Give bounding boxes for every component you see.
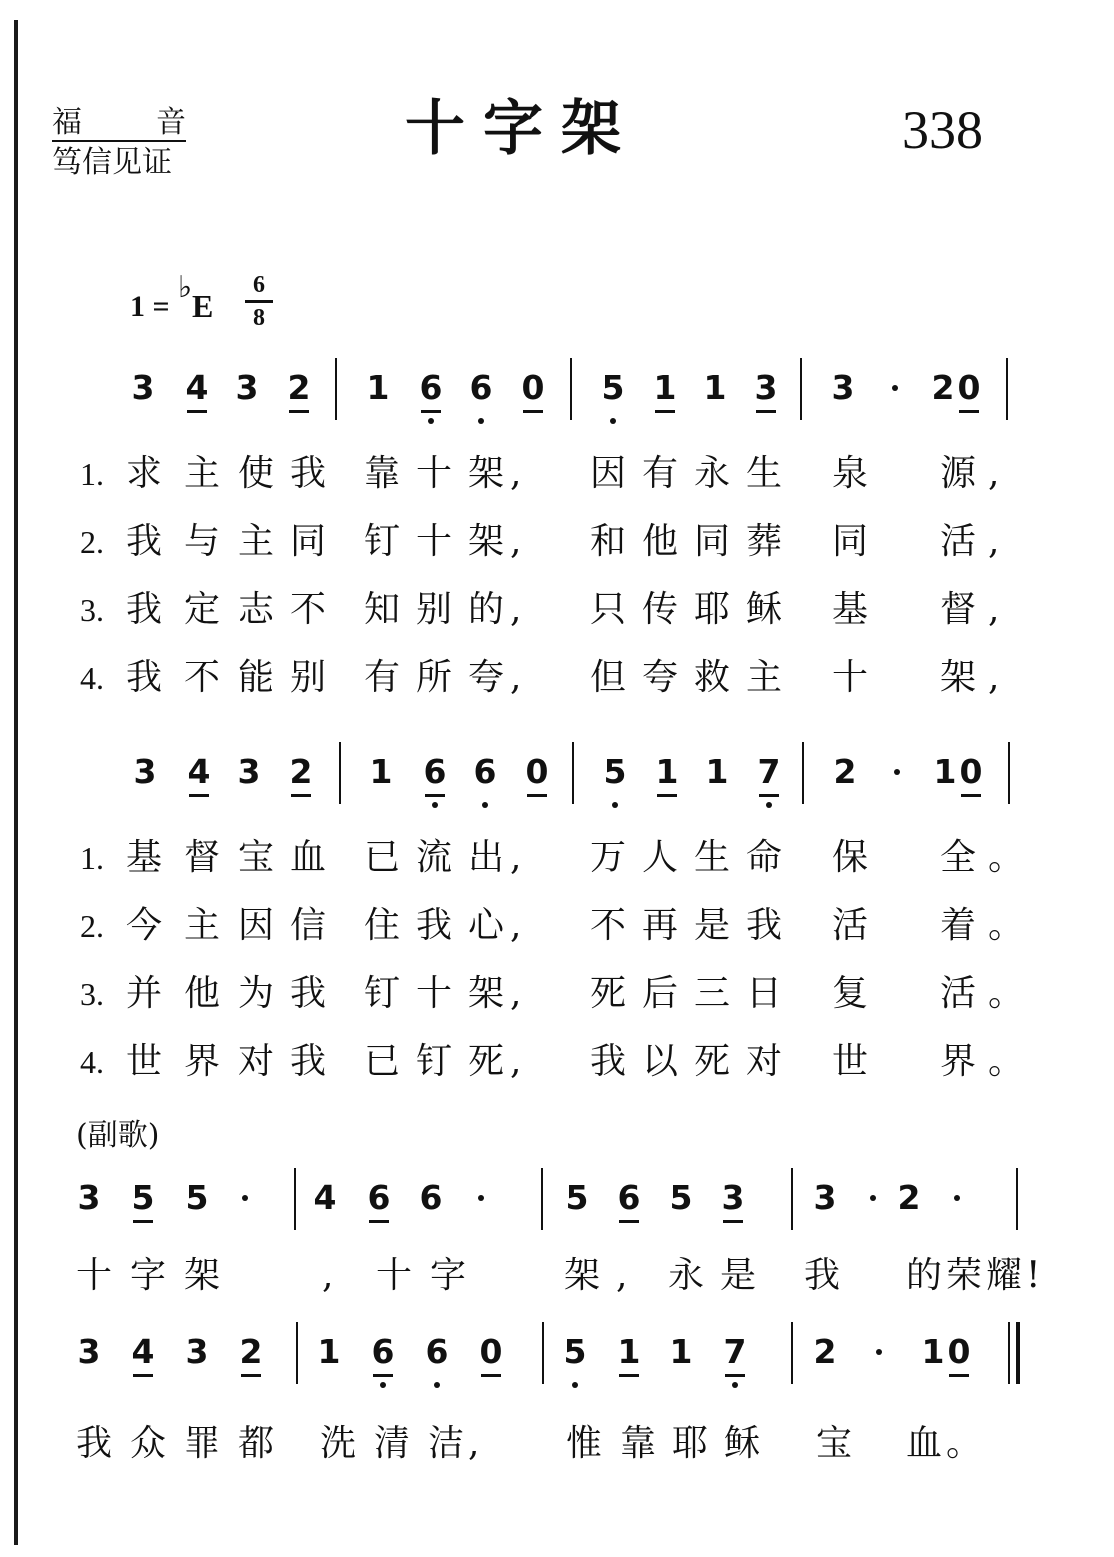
lyric-char: 洁 — [428, 1423, 465, 1464]
lyric-char: 靠 — [364, 453, 401, 494]
lyric-char: 架 — [468, 521, 505, 562]
lyric-char: 。 — [946, 1423, 983, 1464]
lyric-char: , — [510, 453, 522, 494]
note: 4 — [185, 368, 209, 407]
lyric-char: 字 — [130, 1255, 167, 1296]
note: 6 — [617, 1178, 641, 1217]
note: 4 — [131, 1332, 155, 1371]
lyric-char: 耀 — [986, 1255, 1023, 1296]
lyric-char: 死 — [590, 973, 627, 1014]
lyric-char: 因 — [238, 905, 275, 946]
lyric-char: 钉 — [416, 1041, 453, 1082]
lyric-char: 督 — [940, 589, 977, 630]
note: 1 — [655, 752, 679, 791]
lyric-char: , — [988, 521, 1000, 562]
lyric-char: 活 — [832, 905, 869, 946]
lyric-char: 住 — [364, 905, 401, 946]
lyric-char: 他 — [642, 521, 679, 562]
lyric-char: 十 — [416, 973, 453, 1014]
lyric-char: 着 — [940, 905, 977, 946]
note: 1 — [369, 752, 393, 791]
lyric-char: 求 — [126, 453, 163, 494]
barline — [791, 1322, 793, 1384]
barline — [791, 1168, 793, 1230]
final-barline-thin — [1008, 1322, 1010, 1384]
verse-number: 2. — [80, 524, 104, 560]
barline — [335, 358, 337, 420]
lyric-char: 能 — [238, 657, 275, 698]
lyric-char: 日 — [746, 973, 783, 1014]
lyric-char: 并 — [126, 973, 163, 1014]
lyric-char: 流 — [416, 837, 453, 878]
lyric-char: 我 — [746, 905, 783, 946]
lyric-char: 的 — [468, 589, 505, 630]
lyric-char: 督 — [184, 837, 221, 878]
lyric-char: 。 — [988, 1041, 1025, 1082]
time-bar — [245, 300, 273, 303]
note: 6 — [425, 1332, 449, 1371]
lyric-char: 宝 — [816, 1423, 853, 1464]
note: 0 — [521, 368, 545, 407]
lyric-char: 定 — [184, 589, 221, 630]
note: 6 — [473, 752, 497, 791]
lyric-char: , — [510, 905, 522, 946]
lyric-char: 夸 — [642, 657, 679, 698]
subcategory-label: 笃信见证 — [52, 145, 172, 180]
verse-number: 3. — [80, 976, 104, 1012]
lyric-char: 架 — [940, 657, 977, 698]
lyric-char: 出 — [468, 837, 505, 878]
lyric-char: 死 — [694, 1041, 731, 1082]
verse-number: 4. — [80, 1044, 104, 1080]
verse-number: 4. — [80, 660, 104, 696]
lyric-char: 。 — [988, 837, 1025, 878]
lyric-char: , — [510, 521, 522, 562]
lyric-char: , — [616, 1255, 628, 1296]
lyric-char: 主 — [184, 905, 221, 946]
lyric-char: 葬 — [746, 521, 783, 562]
music-line-2 — [132, 752, 1114, 822]
note: 0 — [959, 752, 983, 791]
lyric-char: 复 — [832, 973, 869, 1014]
note: 7 — [757, 752, 781, 791]
lyric-char: 稣 — [724, 1423, 761, 1464]
note: 2 — [287, 368, 311, 407]
note: 1 — [653, 368, 677, 407]
barline — [541, 1168, 543, 1230]
lyric-char: 我 — [590, 1041, 627, 1082]
lyric-char: 清 — [374, 1423, 411, 1464]
category-char-a: 福 — [52, 105, 82, 140]
note: 6 — [419, 1178, 443, 1217]
key-one-equals: 1 = — [130, 290, 170, 323]
note: 1 — [933, 752, 957, 791]
note: 0 — [947, 1332, 971, 1371]
lyric-char: 人 — [642, 837, 679, 878]
lyric-char: 已 — [364, 1041, 401, 1082]
music-line-3 — [76, 1178, 1076, 1248]
lyric-char: 死 — [468, 1041, 505, 1082]
lyric-char: 同 — [694, 521, 731, 562]
lyric-char: 是 — [694, 905, 731, 946]
note: 4 — [313, 1178, 337, 1217]
lyric-char: 救 — [694, 657, 731, 698]
lyric-char: 所 — [416, 657, 453, 698]
lyric-char: 信 — [290, 905, 327, 946]
page-margin-line — [14, 20, 18, 1545]
note: 2 — [931, 368, 955, 407]
hymn-number: 338 — [902, 100, 983, 160]
barline — [542, 1322, 544, 1384]
lyric-char: 罪 — [184, 1423, 221, 1464]
lyric-char: 今 — [126, 905, 163, 946]
key-letter: E — [192, 288, 214, 324]
lyric-char: 我 — [290, 1041, 327, 1082]
note: 3 — [831, 368, 855, 407]
note: 1 — [617, 1332, 641, 1371]
lyric-char: 钉 — [364, 521, 401, 562]
verse-number: 2. — [80, 908, 104, 944]
barline — [1016, 1168, 1018, 1230]
barline — [1006, 358, 1008, 420]
lyric-char: 是 — [720, 1255, 757, 1296]
lyric-char: 界 — [940, 1041, 977, 1082]
lyric-char: 架 — [468, 453, 505, 494]
note: 3 — [813, 1178, 837, 1217]
flat-sign: ♭ — [178, 271, 193, 304]
barline — [296, 1322, 298, 1384]
lyric-char: 不 — [184, 657, 221, 698]
lyric-char: 源 — [940, 453, 977, 494]
lyric-char: , — [988, 453, 1000, 494]
lyric-char: 靠 — [620, 1423, 657, 1464]
lyric-char: 同 — [832, 521, 869, 562]
lyric-char: 众 — [130, 1423, 167, 1464]
lyric-char: 永 — [694, 453, 731, 494]
lyric-char: 有 — [364, 657, 401, 698]
barline — [802, 742, 804, 804]
note: 5 — [185, 1178, 209, 1217]
note: 1 — [921, 1332, 945, 1371]
note: 1 — [669, 1332, 693, 1371]
lyric-char: 不 — [590, 905, 627, 946]
lyric-char: 。 — [988, 905, 1025, 946]
barline — [570, 358, 572, 420]
note: 3 — [721, 1178, 745, 1217]
note: 5 — [565, 1178, 589, 1217]
lyric-char: 使 — [238, 453, 275, 494]
lyric-char: 基 — [126, 837, 163, 878]
lyric-char: 我 — [804, 1255, 841, 1296]
note: 6 — [423, 752, 447, 791]
lyric-char: 全 — [940, 837, 977, 878]
note: 2 — [289, 752, 313, 791]
music-line-4 — [76, 1332, 1076, 1402]
lyric-char: 因 — [590, 453, 627, 494]
lyric-char: 稣 — [746, 589, 783, 630]
lyric-char: 不 — [290, 589, 327, 630]
note: 3 — [133, 752, 157, 791]
lyric-char: 传 — [642, 589, 679, 630]
lyric-char: 洗 — [320, 1423, 357, 1464]
note: 1 — [705, 752, 729, 791]
lyric-char: 泉 — [832, 453, 869, 494]
note: 6 — [469, 368, 493, 407]
note: 6 — [371, 1332, 395, 1371]
barline — [572, 742, 574, 804]
lyric-char: 对 — [746, 1041, 783, 1082]
category-label — [52, 106, 186, 142]
note: 6 — [367, 1178, 391, 1217]
lyric-char: 我 — [76, 1423, 113, 1464]
lyric-char: 架 — [468, 973, 505, 1014]
lyric-char: 活 — [940, 521, 977, 562]
lyric-char: 我 — [126, 589, 163, 630]
note: 5 — [601, 368, 625, 407]
note: 5 — [131, 1178, 155, 1217]
lyric-char: 十 — [832, 657, 869, 698]
lyric-char: 已 — [364, 837, 401, 878]
lyric-char: 活 — [940, 973, 977, 1014]
lyric-char: 基 — [832, 589, 869, 630]
note: 0 — [479, 1332, 503, 1371]
lyric-char: 的 — [906, 1255, 943, 1296]
note: 3 — [237, 752, 261, 791]
lyric-char: ! — [1026, 1255, 1041, 1296]
final-barline — [1016, 1322, 1020, 1384]
lyric-char: 保 — [832, 837, 869, 878]
lyric-char: 我 — [126, 521, 163, 562]
lyric-char: 世 — [832, 1041, 869, 1082]
lyric-char: 夸 — [468, 657, 505, 698]
barline — [800, 358, 802, 420]
note: 1 — [366, 368, 390, 407]
lyric-char: 心 — [468, 905, 505, 946]
lyric-char: 主 — [238, 521, 275, 562]
lyric-char: 我 — [290, 973, 327, 1014]
note: 2 — [239, 1332, 263, 1371]
lyric-char: 血 — [290, 837, 327, 878]
note: 2 — [813, 1332, 837, 1371]
note: 7 — [723, 1332, 747, 1371]
lyric-char: 宝 — [238, 837, 275, 878]
verse-number: 1. — [80, 456, 104, 492]
chorus-label: (副歌) — [76, 1118, 160, 1153]
lyric-char: 永 — [668, 1255, 705, 1296]
lyric-char: , — [510, 1041, 522, 1082]
lyric-char: 十 — [416, 453, 453, 494]
lyric-char: , — [322, 1255, 334, 1296]
lyric-char: 生 — [694, 837, 731, 878]
lyric-char: 他 — [184, 973, 221, 1014]
lyric-char: 我 — [126, 657, 163, 698]
lyric-char: 世 — [126, 1041, 163, 1082]
lyric-char: 对 — [238, 1041, 275, 1082]
lyric-char: 主 — [746, 657, 783, 698]
lyric-char: 血 — [906, 1423, 943, 1464]
lyric-char: , — [510, 589, 522, 630]
lyric-char: 主 — [184, 453, 221, 494]
music-line-1 — [130, 368, 1114, 438]
lyric-char: 惟 — [566, 1423, 603, 1464]
lyric-char: 荣 — [946, 1255, 983, 1296]
lyric-char: , — [510, 837, 522, 878]
lyric-char: 以 — [642, 1041, 679, 1082]
lyric-char: 都 — [238, 1423, 275, 1464]
lyric-char: 别 — [290, 657, 327, 698]
lyric-char: 只 — [590, 589, 627, 630]
note: 4 — [187, 752, 211, 791]
hymn-title: 十字架 — [405, 94, 639, 164]
lyric-char: , — [468, 1423, 480, 1464]
verse-number: 1. — [80, 840, 104, 876]
lyric-char: 我 — [416, 905, 453, 946]
lyric-char: 字 — [430, 1255, 467, 1296]
lyric-char: 再 — [642, 905, 679, 946]
lyric-char: 耶 — [672, 1423, 709, 1464]
lyric-char: 我 — [290, 453, 327, 494]
note: 5 — [603, 752, 627, 791]
note: 2 — [897, 1178, 921, 1217]
category-char-b: 音 — [156, 105, 186, 140]
lyric-char: 与 — [184, 521, 221, 562]
note: 0 — [957, 368, 981, 407]
barline — [294, 1168, 296, 1230]
lyric-char: 三 — [694, 973, 731, 1014]
note: 2 — [833, 752, 857, 791]
verse-number: 3. — [80, 592, 104, 628]
note: 1 — [703, 368, 727, 407]
lyric-char: 十 — [76, 1255, 113, 1296]
note: 0 — [525, 752, 549, 791]
lyric-char: 界 — [184, 1041, 221, 1082]
lyric-char: 和 — [590, 521, 627, 562]
note: 3 — [77, 1332, 101, 1371]
lyric-char: 有 — [642, 453, 679, 494]
lyric-char: 同 — [290, 521, 327, 562]
lyric-char: 十 — [376, 1255, 413, 1296]
note: 3 — [77, 1178, 101, 1217]
lyric-char: 为 — [238, 973, 275, 1014]
lyric-char: , — [510, 973, 522, 1014]
time-signature — [245, 272, 273, 331]
note: 5 — [669, 1178, 693, 1217]
lyric-char: 万 — [590, 837, 627, 878]
barline — [339, 742, 341, 804]
time-bottom: 8 — [253, 305, 265, 331]
lyric-char: 。 — [988, 973, 1025, 1014]
note: 6 — [419, 368, 443, 407]
note: 3 — [754, 368, 778, 407]
lyric-char: 知 — [364, 589, 401, 630]
note: 3 — [131, 368, 155, 407]
time-top: 6 — [253, 272, 265, 298]
lyric-char: , — [988, 589, 1000, 630]
lyric-char: 钉 — [364, 973, 401, 1014]
lyric-char: 架 — [184, 1255, 221, 1296]
lyric-char: 十 — [416, 521, 453, 562]
lyric-char: 命 — [746, 837, 783, 878]
lyric-char: 生 — [746, 453, 783, 494]
lyric-char: 架 — [564, 1255, 601, 1296]
lyric-char: 但 — [590, 657, 627, 698]
note: 1 — [317, 1332, 341, 1371]
lyric-char: 耶 — [694, 589, 731, 630]
note: 5 — [563, 1332, 587, 1371]
lyric-char: 志 — [238, 589, 275, 630]
lyric-char: 后 — [642, 973, 679, 1014]
note: 3 — [235, 368, 259, 407]
lyric-char: , — [510, 657, 522, 698]
barline — [1008, 742, 1010, 804]
lyric-char: , — [988, 657, 1000, 698]
lyric-char: 别 — [416, 589, 453, 630]
note: 3 — [185, 1332, 209, 1371]
